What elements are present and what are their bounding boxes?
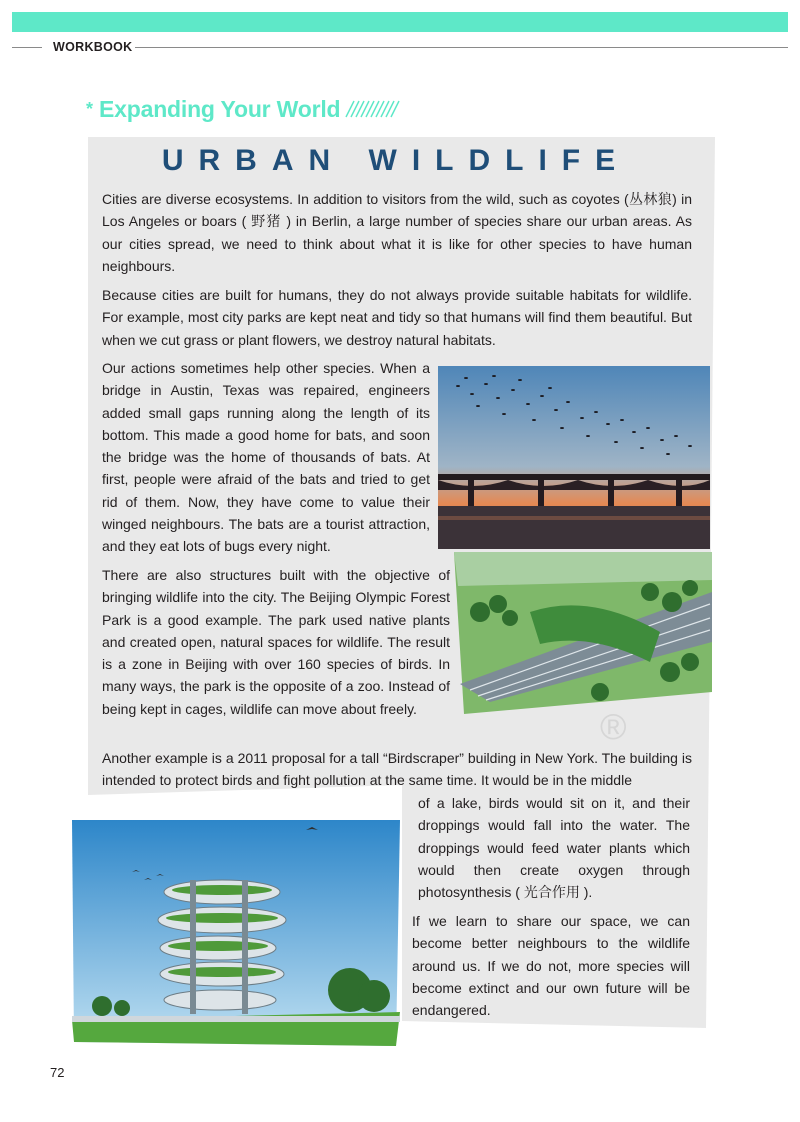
article-title: URBAN WILDLIFE: [161, 144, 631, 177]
hatch-decoration-icon: [344, 100, 400, 118]
workbook-label: WORKBOOK: [53, 40, 133, 54]
header-color-bar: [12, 12, 788, 32]
section-heading: [86, 94, 400, 124]
header-rule-left: [12, 47, 42, 48]
birdscraper-photo: [72, 820, 400, 1046]
paragraph-birdscraper-start: Another example is a 2011 proposal for a tall “Birdscraper” building in New York. The building is intended to protect birds and fight pollution at the same time. It would be in the middle: [102, 750, 692, 789]
forest-park-photo: [450, 552, 712, 714]
paragraph-birdscraper-end: of a lake, birds would sit on it, and their droppings would fall into the water. The droppings would feed water plants which would then create oxygen through photosynthesis ( 光合作用 ).: [418, 795, 690, 901]
paragraph-bats: Our actions sometimes help other species. When a bridge in Austin, Texas was repaired, engineers added small gaps running along the length of its bottom. This made a good home for bats, and soon the bridge was the home of thousands of bats. At first, people were afraid of the bats and tried to get rid of them. Now, they have come to value their winged neighbours. The bats are a tourist attraction, and they eat lots of bugs every night.: [102, 360, 430, 555]
bat-bridge-photo: [438, 366, 710, 549]
paragraph-intro: Cities are diverse ecosystems. In addition to visitors from the wild, such as coyotes (丛林狼) in Los Angeles or boars ( 野猪 ) in Berlin, a large number of species share our urban areas. As our cities spread, we need to think about what it is like for other species to have human neighbours.: [102, 191, 692, 274]
paragraph-habitats: Because cities are built for humans, they do not always provide suitable habitats for wildlife. For example, most city parks are kept neat and tidy so that humans will find them beautiful. But when we cut grass or plant flowers, we destroy natural habitats.: [102, 287, 692, 348]
section-heading-text: Expanding Your World: [99, 95, 341, 122]
page-number: 72: [50, 1065, 65, 1080]
paragraph-forest-park: There are also structures built with the objective of bringing wildlife into the city. The Beijing Olympic Forest Park is a good example. The park used native plants and created open, natural spaces for wildlife. The result is a zone in Beijing with over 160 species of birds. In many ways, the park is the opposite of a zoo. Instead of being kept in cages, wildlife can move about freely.: [102, 567, 450, 717]
star-icon: *: [86, 99, 94, 119]
header-rule-right: [135, 47, 788, 48]
registered-watermark: ®: [600, 706, 627, 747]
paragraph-conclusion: If we learn to share our space, we can become better neighbours to the wildlife around us. If we do not, more species will become extinct and our own future will be endangered.: [412, 913, 690, 1019]
